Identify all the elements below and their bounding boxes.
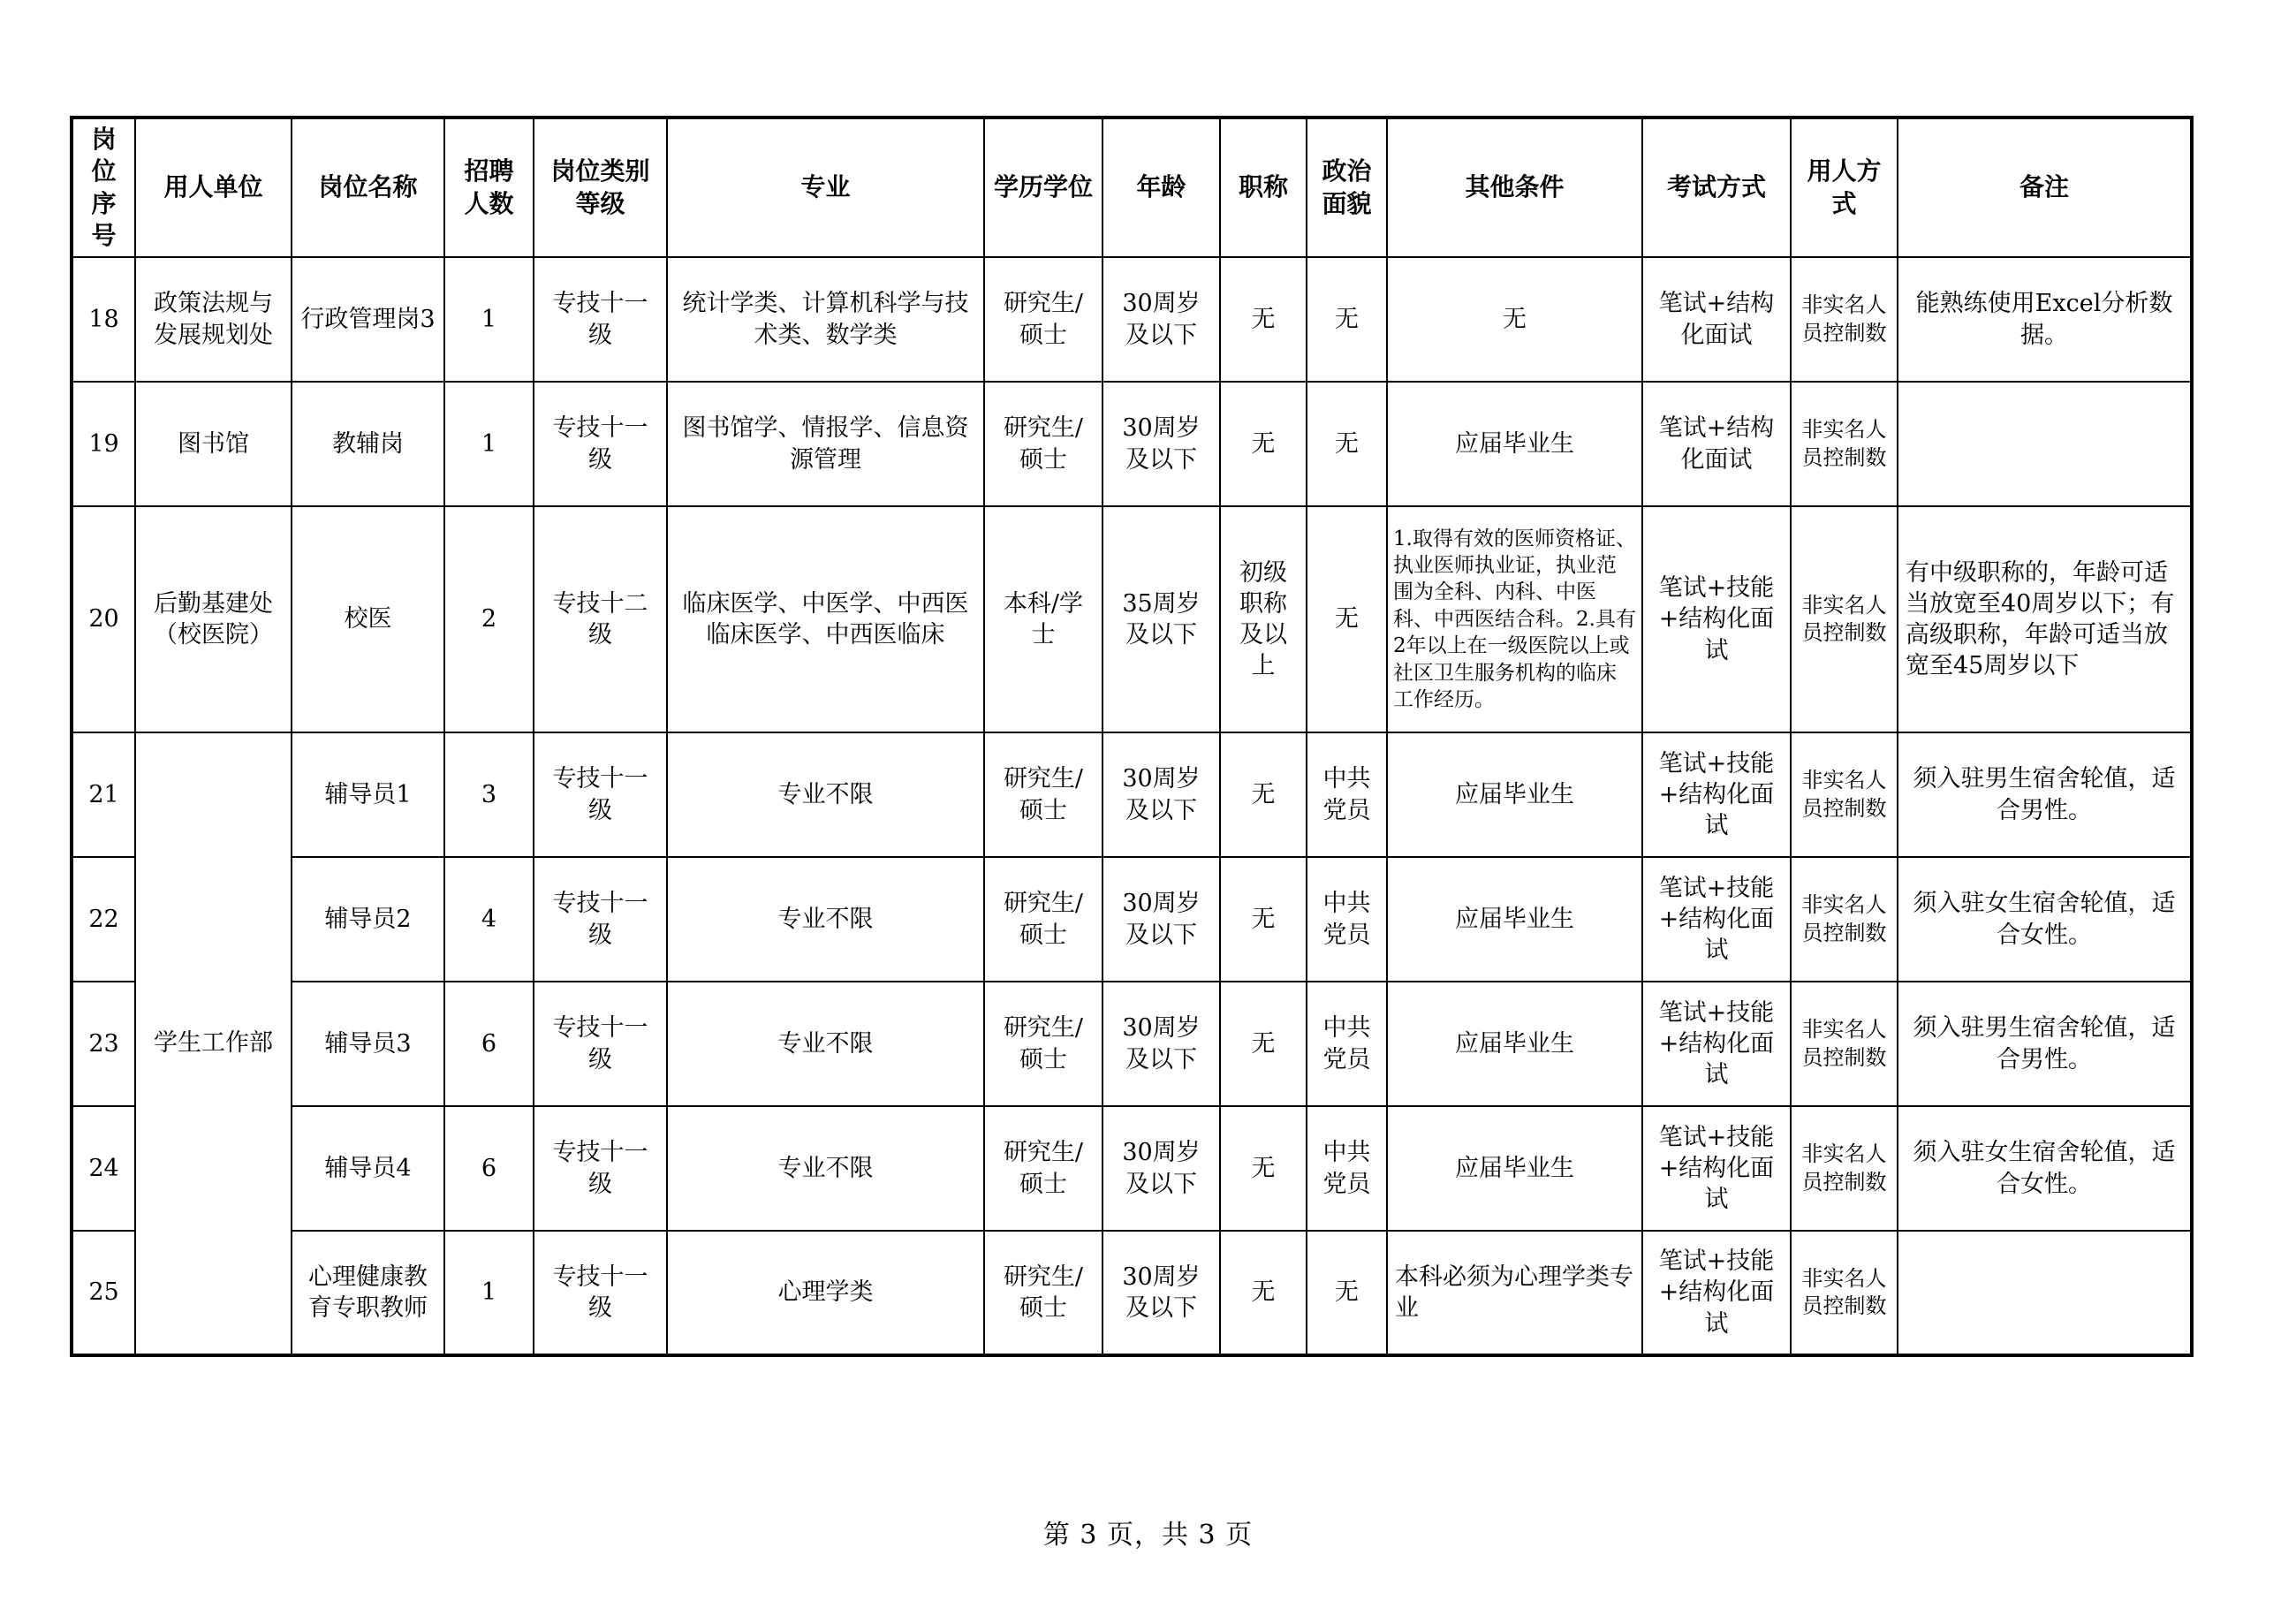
table-row bbox=[72, 382, 2192, 506]
cell-major: 专业不限 bbox=[667, 1106, 984, 1231]
cell-other: 应届毕业生 bbox=[1387, 1106, 1642, 1231]
header-cell-level: 岗位类别等级 bbox=[534, 118, 667, 257]
cell-age: 30周岁及以下 bbox=[1103, 982, 1220, 1106]
cell-no: 25 bbox=[72, 1231, 135, 1355]
cell-level: 专技十一级 bbox=[534, 1231, 667, 1355]
cell-other: 无 bbox=[1387, 257, 1642, 382]
header-cell-employ: 用人方式 bbox=[1791, 118, 1898, 257]
cell-no: 19 bbox=[72, 382, 135, 506]
cell-unit: 政策法规与发展规划处 bbox=[135, 257, 292, 382]
cell-exam: 笔试+结构化面试 bbox=[1642, 257, 1791, 382]
cell-age: 30周岁及以下 bbox=[1103, 257, 1220, 382]
cell-post: 教辅岗 bbox=[292, 382, 444, 506]
cell-degree: 研究生/硕士 bbox=[984, 857, 1103, 982]
header-cell-count: 招聘人数 bbox=[444, 118, 534, 257]
cell-age: 35周岁及以下 bbox=[1103, 506, 1220, 732]
header-row bbox=[72, 118, 2192, 257]
header-cell-title: 职称 bbox=[1220, 118, 1307, 257]
header-cell-other: 其他条件 bbox=[1387, 118, 1642, 257]
table-row bbox=[72, 257, 2192, 382]
cell-age: 30周岁及以下 bbox=[1103, 1106, 1220, 1231]
cell-employ: 非实名人员控制数 bbox=[1791, 1231, 1898, 1355]
cell-employ: 非实名人员控制数 bbox=[1791, 506, 1898, 732]
cell-remark bbox=[1898, 382, 2192, 506]
cell-employ: 非实名人员控制数 bbox=[1791, 382, 1898, 506]
cell-major: 图书馆学、情报学、信息资源管理 bbox=[667, 382, 984, 506]
cell-no: 22 bbox=[72, 857, 135, 982]
cell-other: 应届毕业生 bbox=[1387, 857, 1642, 982]
cell-exam: 笔试+技能+结构化面试 bbox=[1642, 1231, 1791, 1355]
cell-title: 初级职称及以上 bbox=[1220, 506, 1307, 732]
cell-other: 应届毕业生 bbox=[1387, 732, 1642, 857]
cell-no: 24 bbox=[72, 1106, 135, 1231]
cell-employ: 非实名人员控制数 bbox=[1791, 982, 1898, 1106]
cell-major: 临床医学、中医学、中西医临床医学、中西医临床 bbox=[667, 506, 984, 732]
cell-employ: 非实名人员控制数 bbox=[1791, 857, 1898, 982]
cell-remark: 须入驻男生宿舍轮值，适合男性。 bbox=[1898, 982, 2192, 1106]
table-row bbox=[72, 857, 2192, 982]
cell-title: 无 bbox=[1220, 1231, 1307, 1355]
cell-level: 专技十一级 bbox=[534, 732, 667, 857]
header-cell-no: 岗位序号 bbox=[72, 118, 135, 257]
cell-remark: 能熟练使用Excel分析数据。 bbox=[1898, 257, 2192, 382]
cell-employ: 非实名人员控制数 bbox=[1791, 257, 1898, 382]
cell-political: 无 bbox=[1307, 506, 1387, 732]
cell-title: 无 bbox=[1220, 857, 1307, 982]
header-cell-age: 年龄 bbox=[1103, 118, 1220, 257]
header-cell-unit: 用人单位 bbox=[135, 118, 292, 257]
page-footer: 第 3 页，共 3 页 bbox=[1042, 1520, 1254, 1551]
cell-count: 1 bbox=[444, 257, 534, 382]
cell-degree: 研究生/硕士 bbox=[984, 1106, 1103, 1231]
cell-degree: 研究生/硕士 bbox=[984, 382, 1103, 506]
cell-age: 30周岁及以下 bbox=[1103, 732, 1220, 857]
cell-level: 专技十一级 bbox=[534, 1106, 667, 1231]
table-row bbox=[72, 1106, 2192, 1231]
recruitment-table bbox=[70, 116, 2194, 1357]
cell-no: 18 bbox=[72, 257, 135, 382]
cell-political: 中共党员 bbox=[1307, 982, 1387, 1106]
cell-age: 30周岁及以下 bbox=[1103, 1231, 1220, 1355]
cell-count: 1 bbox=[444, 382, 534, 506]
cell-political: 无 bbox=[1307, 257, 1387, 382]
cell-exam: 笔试+结构化面试 bbox=[1642, 382, 1791, 506]
cell-no: 23 bbox=[72, 982, 135, 1106]
cell-count: 1 bbox=[444, 1231, 534, 1355]
cell-level: 专技十一级 bbox=[534, 257, 667, 382]
cell-other: 1.取得有效的医师资格证、执业医师执业证，执业范围为全科、内科、中医科、中西医结合科。2.具有2年以上在一级医院以上或社区卫生服务机构的临床工作经历。 bbox=[1387, 506, 1642, 732]
cell-other: 应届毕业生 bbox=[1387, 982, 1642, 1106]
cell-title: 无 bbox=[1220, 982, 1307, 1106]
cell-age: 30周岁及以下 bbox=[1103, 857, 1220, 982]
cell-post: 校医 bbox=[292, 506, 444, 732]
cell-post: 行政管理岗3 bbox=[292, 257, 444, 382]
cell-count: 3 bbox=[444, 732, 534, 857]
cell-political: 中共党员 bbox=[1307, 732, 1387, 857]
cell-remark bbox=[1898, 1231, 2192, 1355]
table-row bbox=[72, 732, 2192, 857]
cell-title: 无 bbox=[1220, 732, 1307, 857]
cell-exam: 笔试+技能+结构化面试 bbox=[1642, 982, 1791, 1106]
cell-post: 辅导员1 bbox=[292, 732, 444, 857]
cell-other: 应届毕业生 bbox=[1387, 382, 1642, 506]
cell-degree: 研究生/硕士 bbox=[984, 982, 1103, 1106]
cell-other: 本科必须为心理学类专业 bbox=[1387, 1231, 1642, 1355]
cell-level: 专技十一级 bbox=[534, 857, 667, 982]
cell-major: 专业不限 bbox=[667, 982, 984, 1106]
cell-exam: 笔试+技能+结构化面试 bbox=[1642, 506, 1791, 732]
header-cell-remark: 备注 bbox=[1898, 118, 2192, 257]
header-cell-post: 岗位名称 bbox=[292, 118, 444, 257]
cell-political: 中共党员 bbox=[1307, 1106, 1387, 1231]
cell-count: 2 bbox=[444, 506, 534, 732]
cell-remark: 须入驻男生宿舍轮值，适合男性。 bbox=[1898, 732, 2192, 857]
table-row bbox=[72, 982, 2192, 1106]
cell-exam: 笔试+技能+结构化面试 bbox=[1642, 857, 1791, 982]
cell-remark: 须入驻女生宿舍轮值，适合女性。 bbox=[1898, 1106, 2192, 1231]
header-cell-major: 专业 bbox=[667, 118, 984, 257]
cell-degree: 研究生/硕士 bbox=[984, 257, 1103, 382]
cell-degree: 本科/学士 bbox=[984, 506, 1103, 732]
cell-count: 6 bbox=[444, 1106, 534, 1231]
cell-degree: 研究生/硕士 bbox=[984, 1231, 1103, 1355]
cell-remark: 有中级职称的，年龄可适当放宽至40周岁以下；有高级职称，年龄可适当放宽至45周岁以下 bbox=[1898, 506, 2192, 732]
header-cell-degree: 学历学位 bbox=[984, 118, 1103, 257]
cell-exam: 笔试+技能+结构化面试 bbox=[1642, 1106, 1791, 1231]
cell-degree: 研究生/硕士 bbox=[984, 732, 1103, 857]
cell-unit: 图书馆 bbox=[135, 382, 292, 506]
cell-employ: 非实名人员控制数 bbox=[1791, 1106, 1898, 1231]
cell-remark: 须入驻女生宿舍轮值，适合女性。 bbox=[1898, 857, 2192, 982]
cell-major: 心理学类 bbox=[667, 1231, 984, 1355]
cell-count: 4 bbox=[444, 857, 534, 982]
table-row bbox=[72, 1231, 2192, 1355]
cell-no: 20 bbox=[72, 506, 135, 732]
cell-title: 无 bbox=[1220, 257, 1307, 382]
cell-title: 无 bbox=[1220, 1106, 1307, 1231]
cell-level: 专技十一级 bbox=[534, 382, 667, 506]
cell-major: 专业不限 bbox=[667, 857, 984, 982]
cell-political: 中共党员 bbox=[1307, 857, 1387, 982]
cell-post: 辅导员4 bbox=[292, 1106, 444, 1231]
cell-political: 无 bbox=[1307, 1231, 1387, 1355]
cell-major: 专业不限 bbox=[667, 732, 984, 857]
cell-unit: 学生工作部 bbox=[135, 732, 292, 1355]
header-cell-political: 政治面貌 bbox=[1307, 118, 1387, 257]
cell-post: 辅导员3 bbox=[292, 982, 444, 1106]
cell-major: 统计学类、计算机科学与技术类、数学类 bbox=[667, 257, 984, 382]
cell-exam: 笔试+技能+结构化面试 bbox=[1642, 732, 1791, 857]
cell-age: 30周岁及以下 bbox=[1103, 382, 1220, 506]
cell-count: 6 bbox=[444, 982, 534, 1106]
cell-employ: 非实名人员控制数 bbox=[1791, 732, 1898, 857]
cell-level: 专技十二级 bbox=[534, 506, 667, 732]
header-cell-exam: 考试方式 bbox=[1642, 118, 1791, 257]
cell-political: 无 bbox=[1307, 382, 1387, 506]
cell-no: 21 bbox=[72, 732, 135, 857]
table-row bbox=[72, 506, 2192, 732]
cell-post: 心理健康教育专职教师 bbox=[292, 1231, 444, 1355]
cell-post: 辅导员2 bbox=[292, 857, 444, 982]
cell-title: 无 bbox=[1220, 382, 1307, 506]
cell-unit: 后勤基建处（校医院） bbox=[135, 506, 292, 732]
cell-level: 专技十一级 bbox=[534, 982, 667, 1106]
